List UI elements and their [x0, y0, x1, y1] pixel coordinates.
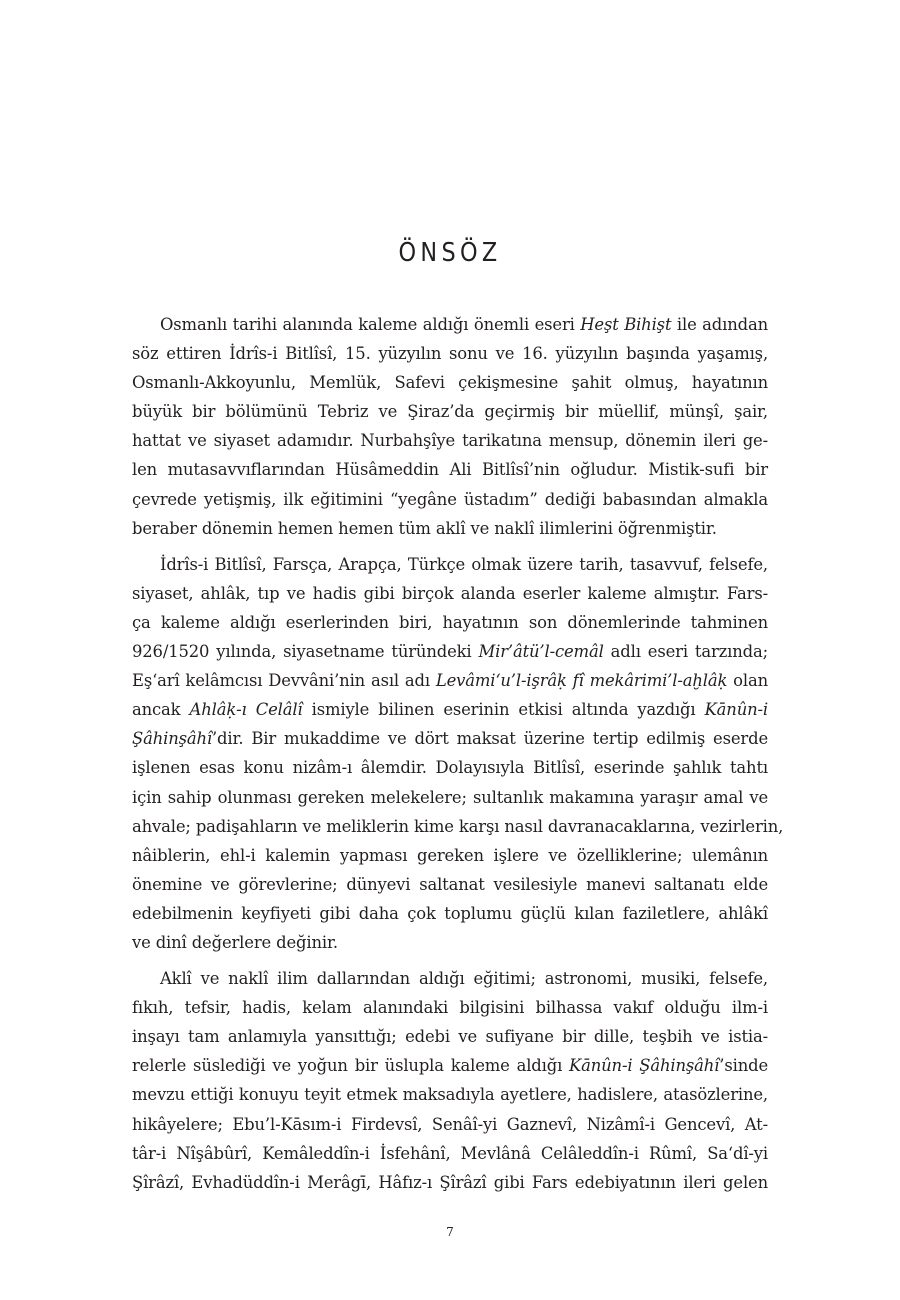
body-text — [132, 310, 784, 1197]
text-line: çevrede yetişmiş, ilk eğitimini “yegâne üstadım” dediği babasından almakla — [132, 489, 768, 509]
text-line: ancak Ahlâḳ-ı Celâlî ismiyle bilinen eserinin etkisi altında yazdığı Kānûn-i — [132, 700, 768, 720]
text-line: Osmanlı-Akkoyunlu, Memlük, Safevi çekişmesine şahit olmuş, hayatının — [132, 373, 768, 393]
text-line: nâiblerin, ehl-i kalemin yapması gereken işlere ve özelliklerine; ulemânın — [132, 845, 768, 865]
text-line: Eş‘arî kelâmcısı Devvâni’nin asıl adı Levâmi‘u’l-işrâḳ fî mekârimi’l-aḫlâḳ olan — [132, 671, 768, 691]
text-line: ahvale; padişahların ve meliklerin kime karşı nasıl davranacaklarına, vezirlerin, — [132, 816, 784, 836]
italic-title: Kānûn-i — [704, 700, 768, 720]
italic-title: Levâmi‘u’l-işrâḳ fî mekârimi’l-aḫlâḳ — [435, 671, 728, 691]
text-line: işlenen esas konu nizâm-ı âlemdir. Dolayısıyla Bitlîsî, eserinde şahlık tahtı — [132, 758, 768, 778]
page-number: 7 — [446, 1225, 454, 1239]
text-line: Şîrâzî, Evhadüddîn-i Merâgī, Hâfız-ı Şîrâzî gibi Fars edebiyatının ileri gelen — [132, 1172, 768, 1192]
italic-title: Heşt Bihişt — [580, 315, 672, 334]
italic-title: Mir’âtü’l-cemâl — [478, 642, 604, 662]
text-line: târ-i Nîşâbûrî, Kemâleddîn-i İsfehânî, Mevlânâ Celâleddîn-i Rûmî, Sa‘dî-yi — [132, 1143, 768, 1163]
text-line: siyaset, ahlâk, tıp ve hadis gibi birçok alanda eserler kaleme almıştır. Fars- — [132, 583, 768, 603]
text-line: ve dinî değerlere değinir. — [132, 932, 338, 952]
text-line: beraber dönemin hemen hemen tüm aklî ve naklî ilimlerini öğrenmiştir. — [132, 518, 717, 538]
text-line: hattat ve siyaset adamıdır. Nurbahşîye tarikatına mensup, dönemin ileri ge- — [132, 431, 768, 451]
text-line: fıkıh, tefsir, hadis, kelam alanındaki bilgisini bilhassa vakıf olduğu ilm-i — [132, 998, 768, 1018]
italic-title: Kānûn-i Şâhinşâhî — [569, 1056, 720, 1076]
text-line: relerle süslediği ve yoğun bir üslupla kaleme aldığı Kānûn-i Şâhinşâhî’sinde — [132, 1056, 768, 1076]
text-line: 926/1520 yılında, siyasetname türündeki Mir’âtü’l-cemâl adlı eseri tarzında; — [132, 642, 768, 662]
text-line: Osmanlı tarihi alanında kaleme aldığı önemli eseri Heşt Bihişt ile adından — [160, 315, 768, 334]
text-line: hikâyelere; Ebu’l-Kāsım-i Firdevsî, Senâî-yi Gaznevî, Nizâmî-i Gencevî, At- — [132, 1114, 768, 1134]
page-title: ÖNSÖZ — [398, 238, 502, 268]
italic-title: Şâhinşâhî — [132, 729, 212, 749]
text-line: inşayı tam anlamıyla yansıttığı; edebi ve sufiyane bir dille, teşbih ve istia- — [132, 1027, 768, 1047]
text-line: söz ettiren İdrîs-i Bitlîsî, 15. yüzyılın sonu ve 16. yüzyılın başında yaşamış, — [132, 344, 768, 364]
text-line: edebilmenin keyfiyeti gibi daha çok toplumu güçlü kılan faziletlere, ahlâkî — [132, 903, 768, 923]
text-line: ça kaleme aldığı eserlerinden biri, hayatının son dönemlerinde tahminen — [132, 612, 768, 632]
text-line: mevzu ettiği konuyu teyit etmek maksadıyla ayetlere, hadislere, atasözlerine, — [132, 1085, 768, 1105]
text-line: büyük bir bölümünü Tebriz ve Şiraz’da geçirmiş bir müellif, münşî, şair, — [132, 402, 768, 422]
paragraph — [132, 550, 784, 957]
italic-title: Ahlâḳ-ı Celâlî — [189, 700, 303, 720]
text-line: önemine ve görevlerine; dünyevi saltanat vesilesiyle manevi saltanatı elde — [132, 874, 768, 894]
text-line: İdrîs-i Bitlîsî, Farsça, Arapça, Türkçe olmak üzere tarih, tasavvuf, felsefe, — [160, 554, 768, 574]
text-line: için sahip olunması gereken melekelere; sultanlık makamına yaraşır amal ve — [132, 787, 768, 807]
text-line: len mutasavvıflarından Hüsâmeddin Ali Bitlîsî’nin oğludur. Mistik-sufi bir — [132, 460, 768, 480]
text-line: Şâhinşâhî’dir. Bir mukaddime ve dört maksat üzerine tertip edilmiş eserde — [132, 729, 768, 749]
paragraph — [132, 310, 768, 543]
text-line: Aklî ve naklî ilim dallarından aldığı eğitimi; astronomi, musiki, felsefe, — [160, 969, 768, 989]
paragraph — [132, 964, 768, 1197]
